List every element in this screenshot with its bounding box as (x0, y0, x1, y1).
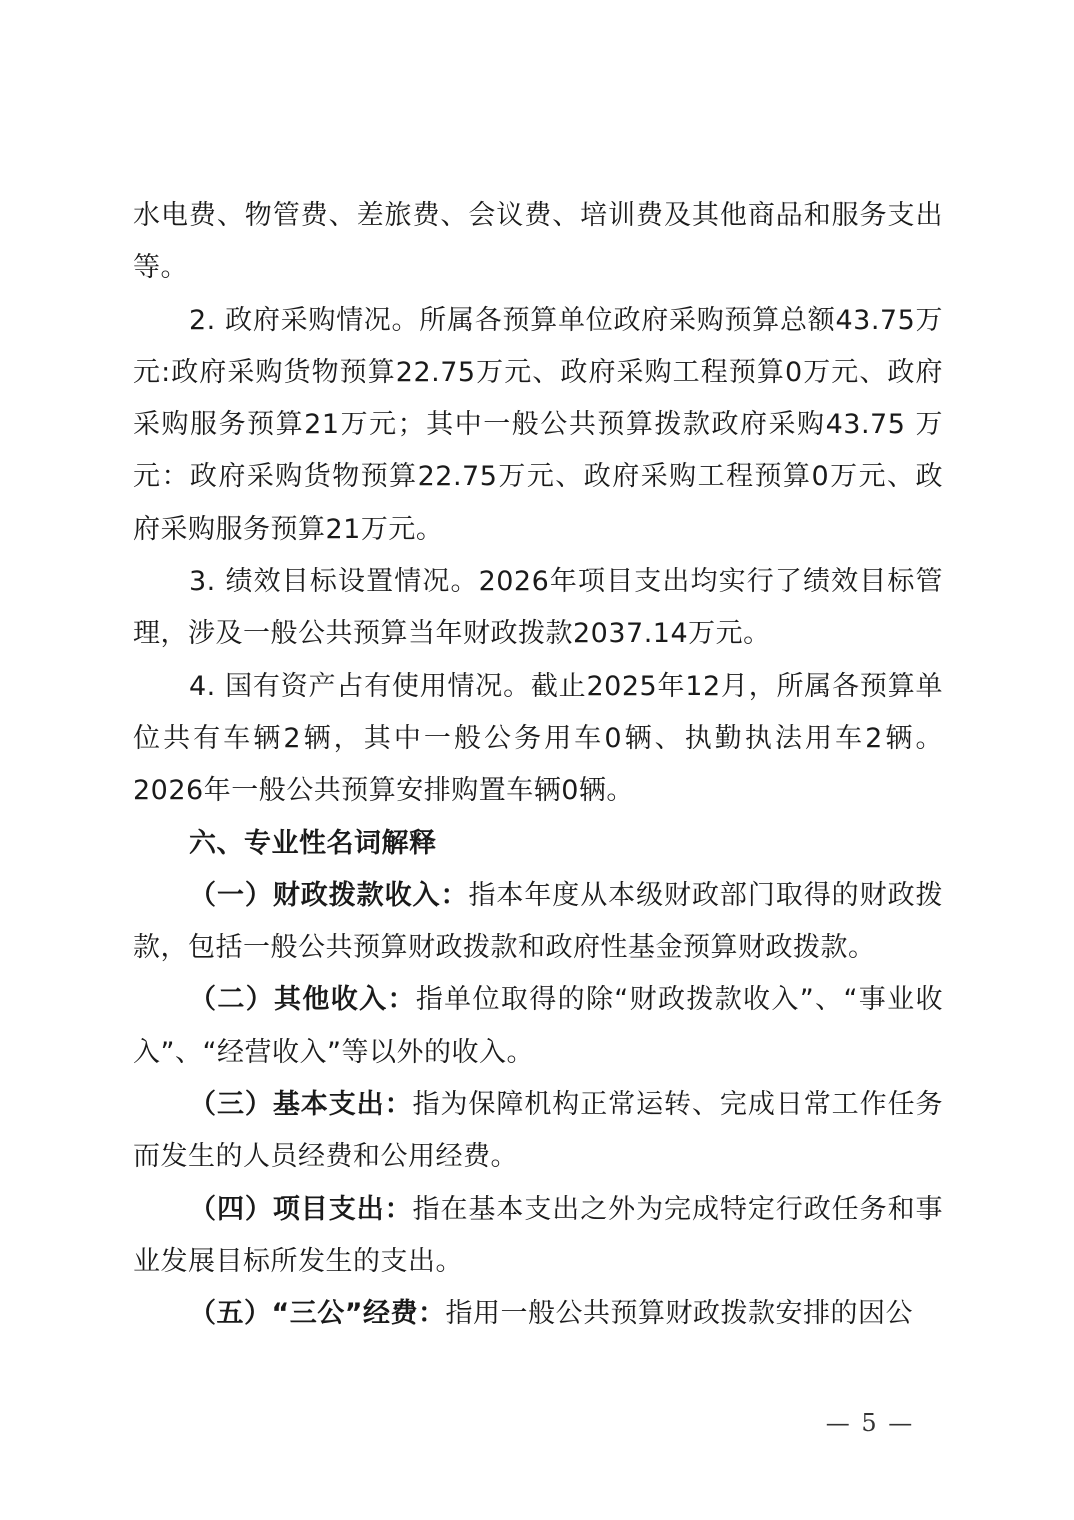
definition-text: 指本年度从本级财政部门取得的财政拨款，包括一般公共预算财政拨款和政府性基金预算财政拨款。 (133, 879, 944, 964)
definition-text: 指用一般公共预算财政拨款安排的因公 (445, 1298, 913, 1330)
definition-text: 指为保障机构正常运转、完成日常工作任务而发生的人员经费和公用经费。 (133, 1089, 944, 1173)
section-heading: 六、专业性名词解释 (189, 827, 437, 859)
definition-text: 指在基本支出之外为完成特定行政任务和事业发展目标所发生的支出。 (133, 1193, 944, 1277)
definition-item (133, 870, 943, 975)
definition-item (133, 1184, 943, 1289)
definition-item (133, 1288, 943, 1340)
definition-term: （五）“三公”经费： (189, 1298, 446, 1330)
definition-item (133, 1079, 943, 1184)
paragraph-continued: 水电费、物管费、差旅费、会议费、培训费及其他商品和服务支出等。 (133, 200, 943, 284)
definition-text: 指单位取得的除“财政拨款收入”、“事业收入”、“经营收入”等以外的收入。 (133, 984, 943, 1068)
definition-term: （三）基本支出： (189, 1089, 413, 1121)
paragraph-government-procurement: 2. 政府采购情况。所属各预算单位政府采购预算总额43.75万元:政府采购货物预算22.75万元、政府采购工程预算0万元、政府采购服务预算21万元；其中一般公共预算拨款政府采购43.75 万元：政府采购货物预算22.75万元、政府采购工程预算0万元、政府采购服务预算21万元。 (133, 304, 943, 545)
definition-term: （二）其他收入： (189, 984, 416, 1016)
document-body (133, 190, 943, 1341)
definition-term: （四）项目支出： (189, 1193, 413, 1225)
definition-item (133, 974, 943, 1079)
page-number: — 5 — (825, 1409, 915, 1437)
definition-term: （一）财政拨款收入： (189, 879, 469, 911)
paragraph-performance-targets: 3. 绩效目标设置情况。2026年项目支出均实行了绩效目标管理，涉及一般公共预算当年财政拨款2037.14万元。 (133, 566, 943, 650)
paragraph-state-assets: 4. 国有资产占有使用情况。截止2025年12月，所属各预算单位共有车辆2辆，其中一般公务用车0辆、执勤执法用车2辆。2026年一般公共预算安排购置车辆0辆。 (133, 670, 943, 807)
